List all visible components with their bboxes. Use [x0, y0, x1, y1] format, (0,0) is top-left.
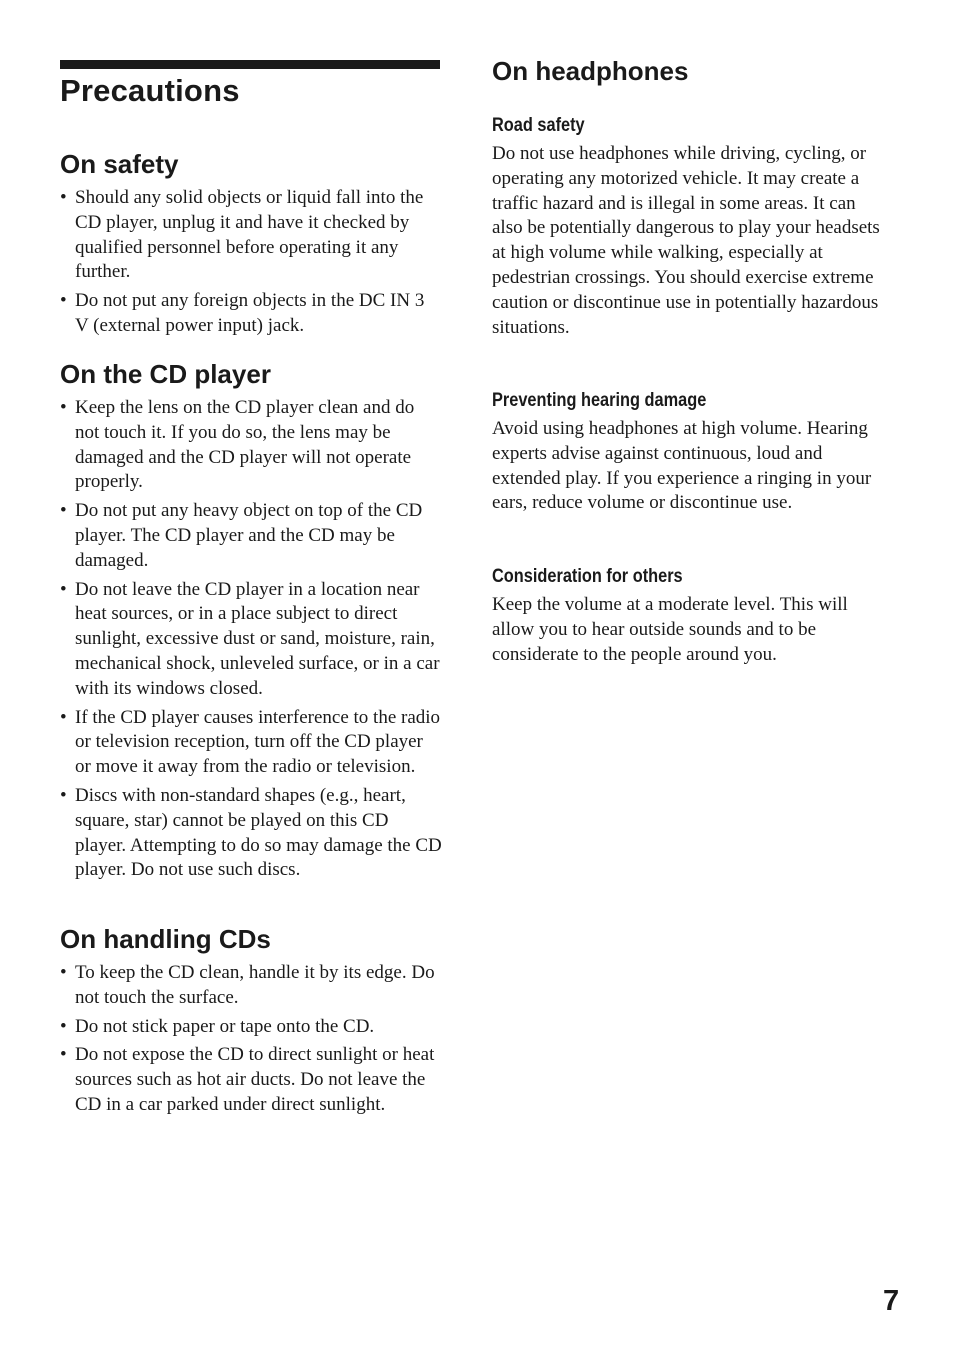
list-item-text: Should any solid objects or liquid fall into the CD player, unplug it and have it checked by qualified personnel before operating it any further.	[75, 187, 424, 283]
bullet-icon: •	[60, 1015, 67, 1037]
bullet-icon: •	[60, 784, 67, 806]
list-item-text: If the CD player causes interference to the radio or television reception, turn off the CD player or move it away from the radio or television.	[75, 706, 441, 778]
handling-list	[60, 961, 442, 1122]
list-item	[60, 1015, 442, 1040]
page-number: 7	[883, 1285, 900, 1317]
bullet-icon: •	[60, 578, 67, 600]
bullet-icon: •	[60, 500, 67, 522]
list-item-text: Do not put any foreign objects in the DC IN 3 V (external power input) jack.	[75, 290, 425, 336]
list-item-text: To keep the CD clean, handle it by its edge. Do not touch the surface.	[75, 962, 435, 1008]
bullet-icon: •	[60, 706, 67, 728]
subheading-consideration: Consideration for others	[492, 566, 683, 587]
list-item	[60, 499, 442, 573]
list-item	[60, 289, 442, 339]
list-item	[60, 961, 442, 1011]
bullet-icon: •	[60, 1044, 67, 1066]
list-item-text: Do not stick paper or tape onto the CD.	[75, 1015, 375, 1037]
page-title: Precautions	[60, 73, 240, 108]
paragraph-road-safety: Do not use headphones while driving, cycling, or operating any motorized vehicle. It may create a traffic hazard and is illegal in some areas. It can also be potentially dangerous to play your headsets at high volume while walking, especially at pedestrian crossings. You should exercise extreme caution or discontinue use in potentially hazardous situations.	[492, 143, 880, 338]
list-item	[60, 1043, 442, 1117]
safety-list	[60, 186, 442, 343]
cd-player-list	[60, 396, 442, 887]
bullet-icon: •	[60, 397, 67, 418]
section-heading-safety: On safety	[60, 149, 179, 179]
list-item-text: Do not leave the CD player in a location near heat sources, or in a place subject to direct sunlight, excessive dust or sand, moisture, rain, mechanical shock, unleveled surface, or in a car with its windows closed.	[75, 578, 440, 699]
bullet-icon: •	[60, 962, 67, 983]
list-item-text: Do not put any heavy object on top of the CD player. The CD player and the CD may be damaged.	[75, 500, 423, 571]
title-rule	[60, 60, 440, 69]
subheading-road-safety: Road safety	[492, 115, 585, 136]
section-heading-headphones: On headphones	[492, 56, 689, 86]
bullet-icon: •	[60, 187, 67, 208]
section-heading-cd-player: On the CD player	[60, 359, 271, 389]
list-item-text: Discs with non-standard shapes (e.g., heart, square, star) cannot be played on this CD player. Attempting to do so may damage the CD player. Do not use such discs.	[75, 784, 442, 881]
section-heading-handling: On handling CDs	[60, 924, 271, 954]
list-item	[60, 396, 442, 495]
list-item	[60, 186, 442, 285]
subheading-hearing-damage: Preventing hearing damage	[492, 390, 707, 411]
list-item-text: Do not expose the CD to direct sunlight or heat sources such as hot air ducts. Do not leave the CD in a car parked under direct sunlight.	[75, 1044, 435, 1115]
paragraph-hearing-damage: Avoid using headphones at high volume. Hearing experts advise against continuous, loud and extended play. If you experience a ringing in your ears, reduce volume or discontinue use.	[492, 418, 872, 514]
list-item	[60, 706, 442, 780]
list-item	[60, 784, 442, 883]
paragraph-consideration: Keep the volume at a moderate level. This will allow you to hear outside sounds and to be considerate to the people around you.	[492, 594, 848, 665]
bullet-icon: •	[60, 290, 67, 312]
list-item-text: Keep the lens on the CD player clean and do not touch it. If you do so, the lens may be damaged and the CD player will not operate properly.	[75, 397, 415, 493]
list-item	[60, 578, 442, 702]
